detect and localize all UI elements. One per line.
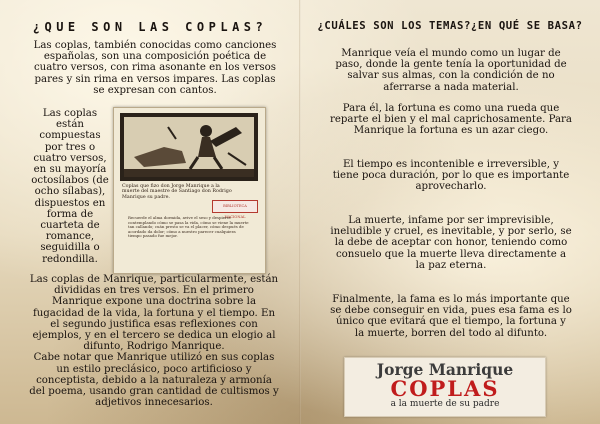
work-subtitle: a la muerte de su padre xyxy=(390,399,500,409)
woodcut-image xyxy=(113,107,266,274)
style-paragraph: Cabe notar que Manrique utilizó en sus coplas un estilo preclásico, poco artificioso y conceptista, debido a la naturaleza y armonía del poema, usando gran cantidad de cultismos y adjetivos innecesarios. xyxy=(29,352,279,409)
theme-paragraph-time: El tiempo es incontenible e irreversible, y tiene poca duración, por lo que es importante aprovecharlo. xyxy=(332,159,570,193)
library-stamp: BIBLIOTECA NACIONAL xyxy=(212,200,258,213)
theme-paragraph-world: Manrique veía el mundo como un lugar de paso, donde la gente tenía la oportunidad de salvar sus almas, con la condición de no aferrarse a nada material. xyxy=(335,48,567,93)
title-badge xyxy=(344,357,546,417)
woodcut-illustration xyxy=(120,113,258,181)
side-note-paragraph: Las coplas están compuestas por tres o cuatro versos, en su mayoría octosílabos (de ocho sílabas), dispuestos en forma de cuarteta de romance, seguidilla o redondilla. xyxy=(31,108,109,265)
right-heading: ¿CUÁLES SON LOS TEMAS?¿EN QUÉ SE BASA? xyxy=(317,20,583,32)
theme-paragraph-death: La muerte, infame por ser imprevisible, ineludible y cruel, es inevitable, y por serlo, se la debe de aceptar con honor, teniendo como consuelo que la muerte lleva directamente a la paz eterna. xyxy=(330,215,572,271)
theme-paragraph-fame: Finalmente, la fama es lo más importante que se debe conseguir en vida, pues esa fama es lo único que evitará que el tiempo, la fortuna y la muerte, borren del todo al difunto. xyxy=(330,294,572,339)
woodcut-verse-text: Recuerde el alma dormida, avive el seso y despierte contemplando cómo se pasa la vida, cómo se viene la muerte tan callando; cuán presto se va el placer, cómo después de acordado da dolor; cómo a nuestro parecer cualquiera tiempo pasado fue mejor. xyxy=(128,215,249,239)
left-body-block xyxy=(28,274,280,408)
structure-paragraph: Las coplas de Manrique, particularmente, están divididas en tres versos. En el primero Manrique expone una doctrina sobre la fugacidad de la vida, la fortuna y el tiempo. En el segundo justifica esas reflexiones con ejemplos, y en el tercero se dedica un elogio al difunto, Rodrigo Manrique. xyxy=(29,274,279,353)
woodcut-title-text: Coplas que fizo don Jorge Manrique a la muerte del maestre de Santiago don Rodrigo Manrique su padre. xyxy=(122,184,232,200)
left-heading: ¿QUE SON LAS COPLAS? xyxy=(32,20,268,34)
woodcut-figure-icon xyxy=(124,117,254,177)
intro-paragraph: Las coplas, también conocidas como canciones españolas, son una composición poética de cuatro versos, con rima asonante en los versos pares y sin rima en versos impares. Las coplas se expresan con cantos. xyxy=(33,40,277,96)
work-title: COPLAS xyxy=(390,376,500,401)
theme-paragraph-fortune: Para él, la fortuna es como una rueda que reparte el bien y el mal caprichosamente. Para Manrique la fortuna es un azar ciego. xyxy=(330,103,573,137)
author-name: Jorge Manrique xyxy=(376,360,514,379)
